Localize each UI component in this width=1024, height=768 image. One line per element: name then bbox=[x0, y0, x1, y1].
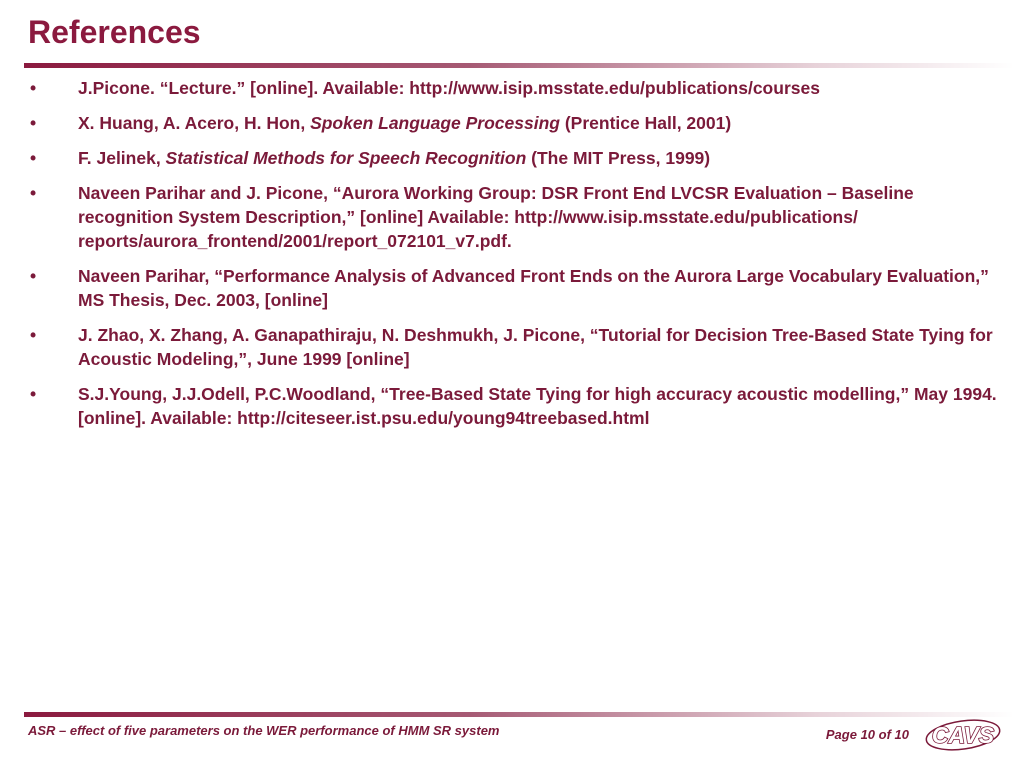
cavs-logo bbox=[924, 718, 1002, 752]
bullet-icon: • bbox=[30, 148, 37, 168]
reference-text: F. Jelinek, bbox=[78, 148, 166, 168]
page-title: References bbox=[28, 14, 201, 50]
reference-item bbox=[24, 323, 999, 371]
reference-item bbox=[24, 181, 999, 253]
reference-text: Naveen Parihar and J. Picone, “Aurora Working Group: DSR Front End LVCSR Evaluation – Baseline recognition System Description,” [online] Available: http://www.isip.msstate.edu/publications/ reports/aurora_frontend/2001/report_072101_v7.pdf. bbox=[78, 183, 914, 251]
title-divider bbox=[24, 63, 1014, 68]
reference-publisher: (The MIT Press, 1999) bbox=[526, 148, 711, 168]
reference-publisher: (Prentice Hall, 2001) bbox=[559, 113, 732, 133]
reference-text: X. Huang, A. Acero, H. Hon, bbox=[78, 113, 311, 133]
bullet-icon: • bbox=[30, 78, 37, 98]
reference-book-title: Statistical Methods for Speech Recognition bbox=[165, 148, 527, 168]
bullet-icon: • bbox=[30, 384, 37, 404]
page-number: Page 10 of 10 bbox=[825, 727, 909, 742]
reference-item bbox=[24, 146, 999, 170]
reference-item bbox=[24, 382, 999, 430]
reference-text: J.Picone. “Lecture.” [online]. Available: http://www.isip.msstate.edu/publications/courses bbox=[78, 78, 820, 98]
reference-list bbox=[24, 76, 999, 441]
reference-text: Naveen Parihar, “Performance Analysis of Advanced Front Ends on the Aurora Large Vocabulary Evaluation,” MS Thesis, Dec. 2003, [online] bbox=[78, 266, 989, 310]
reference-item bbox=[24, 76, 999, 100]
bullet-icon: • bbox=[30, 113, 37, 133]
footer-caption: ASR – effect of five parameters on the WER performance of HMM SR system bbox=[28, 723, 500, 738]
bullet-icon: • bbox=[30, 266, 37, 286]
footer-divider bbox=[24, 712, 1014, 717]
reference-book-title: Spoken Language Processing bbox=[310, 113, 560, 133]
bullet-icon: • bbox=[30, 183, 37, 203]
bullet-icon: • bbox=[30, 325, 37, 345]
reference-text: S.J.Young, J.J.Odell, P.C.Woodland, “Tree-Based State Tying for high accuracy acoustic modelling,” May 1994. [online]. Available: http://citeseer.ist.psu.edu/young94treebased.html bbox=[78, 384, 997, 428]
reference-item bbox=[24, 111, 999, 135]
logo-wordmark: CAVS bbox=[931, 722, 995, 748]
reference-item bbox=[24, 264, 999, 312]
reference-text: J. Zhao, X. Zhang, A. Ganapathiraju, N. Deshmukh, J. Picone, “Tutorial for Decision Tree-Based State Tying for Acoustic Modeling,”, June 1999 [online] bbox=[78, 325, 993, 369]
